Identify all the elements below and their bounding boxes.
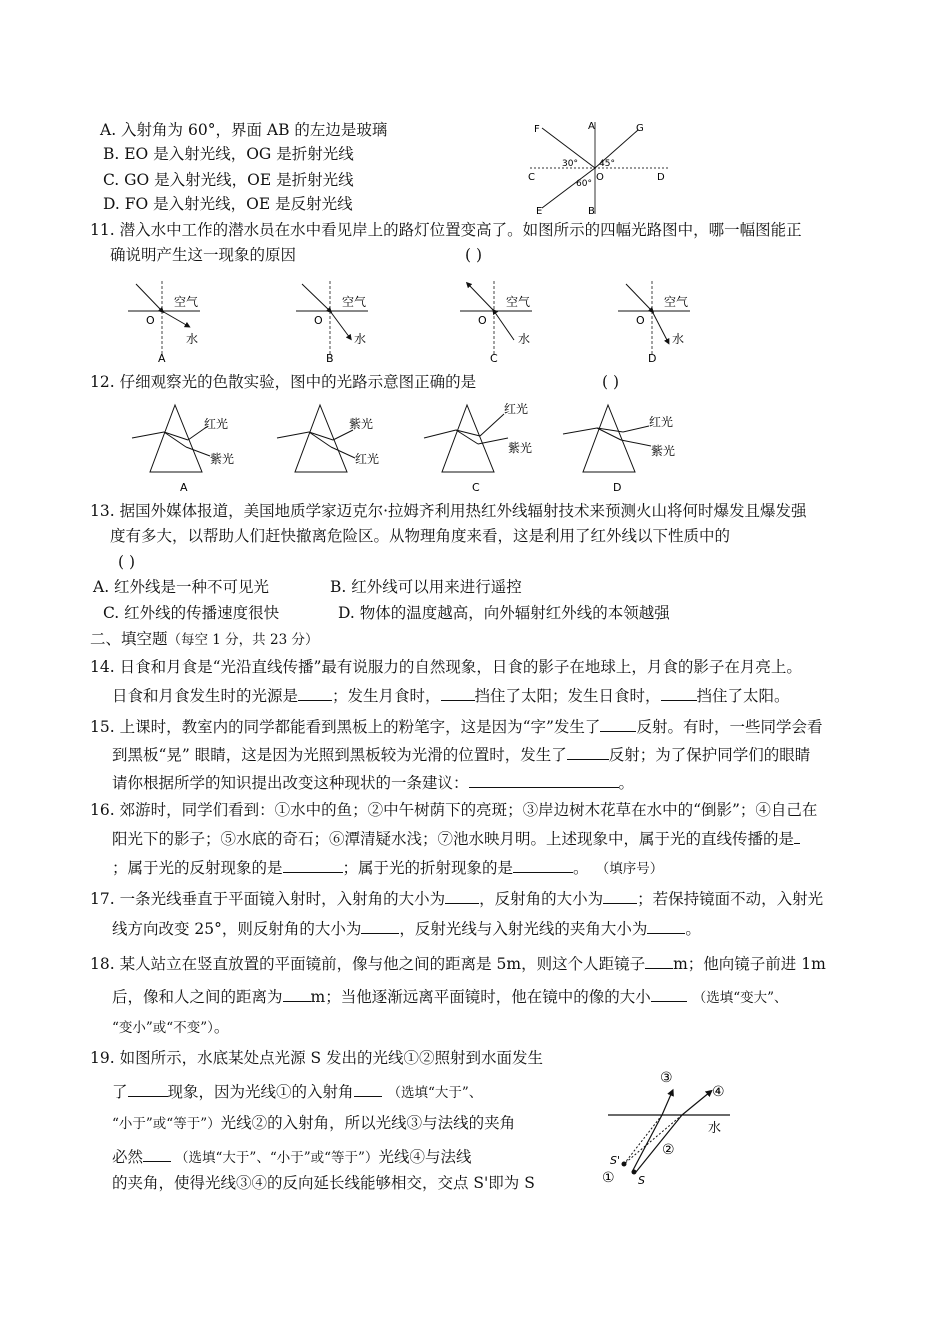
q18-line1: 18. 某人站立在竖直放置的平面镜前，像与他之间的距离是 5m，则这个人距镜子 m；他向镜子前进 1m xyxy=(90,952,826,975)
point-s: S xyxy=(638,1174,645,1187)
q13-option-a: A. 红外线是一种不可见光 xyxy=(93,578,270,596)
section-heading: 二、填空题（每空 1 分，共 23 分） xyxy=(90,630,319,648)
q12-diagram-d xyxy=(563,405,675,494)
q15-line3: 请你根据所学的知识提出改变这种现状的一条建议： 。 xyxy=(112,771,634,794)
point-s-prime: S' xyxy=(610,1154,621,1167)
q10-option-b: B. EO 是入射光线，OG 是折射光线 xyxy=(103,145,354,163)
label-o: O xyxy=(596,172,604,183)
q19-line4: 必然 （选填“大于”、“小于”或“等于”）光线④与法线 xyxy=(112,1145,471,1169)
ray-1-label: ① xyxy=(602,1170,615,1186)
label-b: B xyxy=(588,206,595,217)
q11-diagram-c xyxy=(460,281,532,365)
label-g: G xyxy=(636,123,644,134)
svg-text:紫光: 紫光 xyxy=(210,452,235,466)
q15-blank-3[interactable] xyxy=(469,771,619,788)
svg-text:空气: 空气 xyxy=(664,295,689,309)
svg-text:水: 水 xyxy=(672,332,685,346)
q16-line1: 16. 郊游时，同学们看到：①水中的鱼；②中午树荫下的亮斑；③岸边树木花草在水中的“倒影”；④自己在 xyxy=(90,801,818,819)
q11-diagrams xyxy=(120,276,710,366)
svg-text:D: D xyxy=(648,352,657,365)
svg-text:A: A xyxy=(158,352,166,365)
q17-blank-3[interactable] xyxy=(361,917,399,934)
q16-blank-2[interactable] xyxy=(283,856,343,873)
q14-line1: 14. 日食和月食是“光沿直线传播”最有说服力的自然现象，日食的影子在地球上，月食的影子在月亮上。 xyxy=(90,658,802,676)
q15-line2: 到黑板“晃” 眼睛，这是因为光照到黑板较为光滑的位置时，发生了 反射；为了保护同学们的眼睛 xyxy=(112,743,810,766)
q18-blank-1[interactable] xyxy=(645,952,673,969)
svg-text:紫光: 紫光 xyxy=(508,441,533,455)
svg-text:C: C xyxy=(490,352,498,365)
q11-diagram-a xyxy=(128,281,200,365)
svg-text:空气: 空气 xyxy=(174,295,199,309)
q18-line2: 后，像和人之间的距离为 m；当他逐渐远离平面镜时，他在镜中的像的大小 （选填“变大”、 xyxy=(112,985,788,1009)
q13-line1: 13. 据国外媒体报道，美国地质学家迈克尔·拉姆齐利用热红外线辐射技术来预测火山将何时爆发且爆发强 xyxy=(90,502,807,520)
q15-line1: 15. 上课时，教室内的同学都能看到黑板上的粉笔字，这是因为“字”发生了 反射。有时，一些同学会看 xyxy=(90,715,822,738)
svg-text:空气: 空气 xyxy=(506,295,531,309)
q19-blank-3[interactable] xyxy=(143,1145,171,1162)
q12-diagram-b xyxy=(277,405,379,472)
q16-line3: ；属于光的反射现象的是 ；属于光的折射现象的是 。 （填序号） xyxy=(112,856,663,880)
svg-text:O: O xyxy=(636,314,645,327)
svg-text:水: 水 xyxy=(186,332,199,346)
svg-text:O: O xyxy=(478,314,487,327)
svg-text:紫光: 紫光 xyxy=(349,417,374,431)
q17-line2: 线方向改变 25°，则反射角的大小为 ，反射光线与入射光线的夹角大小为 。 xyxy=(112,917,701,940)
svg-text:水: 水 xyxy=(354,332,367,346)
q19-line1: 19. 如图所示，水底某处点光源 S 发出的光线①②照射到水面发生 xyxy=(90,1049,544,1067)
q11-diagram-d xyxy=(618,281,690,365)
q11-line2: 确说明产生这一现象的原因 xyxy=(110,246,297,264)
q11-diagram-b xyxy=(296,281,368,365)
q18-blank-2[interactable] xyxy=(283,985,311,1002)
q19-blank-2[interactable] xyxy=(354,1080,382,1097)
ray-3-label: ③ xyxy=(660,1070,673,1086)
q17-blank-4[interactable] xyxy=(647,917,685,934)
q15-blank-2[interactable] xyxy=(567,743,609,760)
q10-option-d: D. FO 是入射光线，OE 是反射光线 xyxy=(103,195,353,213)
q16-blank-1[interactable] xyxy=(794,827,800,844)
q19-figure xyxy=(598,1068,734,1192)
q11-line1: 11. 潜入水中工作的潜水员在水中看见岸上的路灯位置变高了。如图所示的四幅光路图中，哪一幅图能正 xyxy=(90,221,802,239)
svg-text:红光: 红光 xyxy=(204,417,229,431)
svg-text:B: B xyxy=(326,352,334,365)
q12-prism-diagrams xyxy=(130,400,710,496)
q19-line2: 了 现象，因为光线①的入射角 （选填“大于”、 xyxy=(112,1080,482,1104)
q13-line2: 度有多大，以帮助人们赶快撤离危险区。从物理角度来看，这是利用了红外线以下性质中的 xyxy=(110,527,731,545)
q15-blank-1[interactable] xyxy=(600,715,636,732)
q12-diagram-a xyxy=(132,405,234,494)
q18-blank-3[interactable] xyxy=(651,985,687,1002)
q19-line5: 的夹角，使得光线③④的反向延长线能够相交，交点 S'即为 S xyxy=(112,1174,535,1192)
q16-blank-3[interactable] xyxy=(513,856,573,873)
q17-blank-2[interactable] xyxy=(603,887,637,904)
svg-text:C: C xyxy=(472,481,480,494)
label-a: A xyxy=(588,121,595,132)
svg-text:红光: 红光 xyxy=(355,452,380,466)
label-f: F xyxy=(534,124,540,135)
svg-text:O: O xyxy=(314,314,323,327)
svg-text:水: 水 xyxy=(518,332,531,346)
water-label: 水 xyxy=(708,1121,722,1136)
svg-text:空气: 空气 xyxy=(342,295,367,309)
label-d: D xyxy=(657,172,665,183)
q18-line3: “变小”或“不变”）。 xyxy=(112,1018,230,1036)
svg-text:D: D xyxy=(613,481,622,494)
q14-line2: 日食和月食发生时的光源是 ；发生月食时， 挡住了太阳；发生日食时， 挡住了太阳。 xyxy=(112,684,790,707)
q14-blank-2[interactable] xyxy=(441,684,475,701)
q17-line1: 17. 一条光线垂直于平面镜入射时，入射角的大小为 ，反射角的大小为 ；若保持镜面不动，入射光 xyxy=(90,887,823,910)
q10-option-c: C. GO 是入射光线，OE 是折射光线 xyxy=(103,171,354,189)
q16-line2: 阳光下的影子；⑤水底的奇石；⑥潭清疑水浅；⑦池水映月明。上述现象中，属于光的直线传播的是 xyxy=(112,827,800,850)
svg-text:红光: 红光 xyxy=(504,402,529,416)
svg-text:A: A xyxy=(180,481,188,494)
svg-text:紫光: 紫光 xyxy=(651,444,676,458)
q13-option-c: C. 红外线的传播速度很快 xyxy=(103,604,280,622)
q12-diagram-c xyxy=(424,401,532,494)
q10-refraction-figure xyxy=(520,118,680,218)
q14-blank-1[interactable] xyxy=(298,684,332,701)
q10-option-a: A. 入射角为 60°，界面 AB 的左边是玻璃 xyxy=(100,121,388,139)
svg-text:红光: 红光 xyxy=(649,415,674,429)
label-c: C xyxy=(528,172,535,183)
q11-answer-paren: ( ) xyxy=(465,246,483,264)
label-e: E xyxy=(536,206,543,217)
q12-line1: 12. 仔细观察光的色散实验，图中的光路示意图正确的是 xyxy=(90,373,477,391)
q19-blank-1[interactable] xyxy=(128,1080,168,1097)
q17-blank-1[interactable] xyxy=(445,887,479,904)
q12-answer-paren: ( ) xyxy=(602,373,620,391)
angle-30: 30° xyxy=(562,159,578,169)
q13-option-b: B. 红外线可以用来进行遥控 xyxy=(330,578,522,596)
angle-45: 45° xyxy=(599,159,615,169)
svg-text:O: O xyxy=(146,314,155,327)
q13-option-d: D. 物体的温度越高，向外辐射红外线的本领越强 xyxy=(338,604,670,622)
ray-2-label: ② xyxy=(662,1142,675,1158)
q19-line3: “小于”或“等于”）光线②的入射角，所以光线③与法线的夹角 xyxy=(112,1114,516,1132)
angle-60: 60° xyxy=(576,179,592,189)
q13-answer-paren: ( ) xyxy=(118,553,136,571)
q14-blank-3[interactable] xyxy=(661,684,697,701)
ray-4-label: ④ xyxy=(712,1084,725,1100)
